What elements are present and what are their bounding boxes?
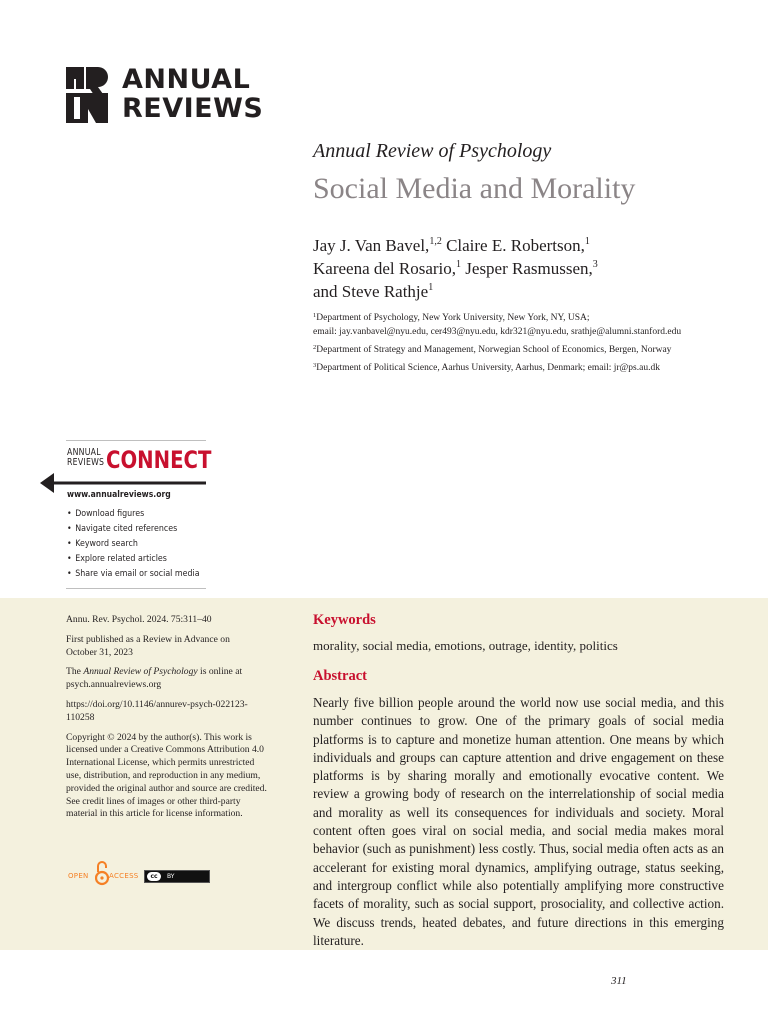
affiliation-1 — [313, 311, 681, 339]
affiliation-text: Department of Political Science, Aarhus University, Aarhus, Denmark; email: jr@ps.au.dk — [316, 363, 660, 373]
connect-feature-item: • Navigate cited references — [67, 522, 200, 537]
author-list — [313, 234, 598, 303]
online-text: The — [66, 666, 84, 678]
copyright-line: Copyright © 2024 by the author(s). This work is — [66, 731, 252, 743]
first-published-line: First published as a Review in Advance on — [66, 633, 230, 645]
online-text: is online at — [197, 666, 243, 678]
affiliation-sup: 1 — [313, 312, 317, 319]
annual-reviews-logo — [66, 64, 266, 124]
author-sup: 1 — [428, 282, 434, 293]
affiliation-sup: 2 — [313, 344, 317, 351]
affiliation-text: Department of Psychology, New York University, New York, NY, USA; — [316, 313, 590, 323]
online-url-link[interactable]: psych.annualreviews.org — [66, 679, 162, 691]
license-badges — [68, 858, 218, 888]
connect-url-link[interactable]: www.annualreviews.org — [67, 490, 171, 500]
keywords-heading: Keywords — [313, 612, 376, 628]
connect-feature-item: • Keyword search — [67, 537, 200, 552]
cc-by-license-badge[interactable] — [144, 870, 210, 883]
author-name: Kareena del Rosario, — [313, 259, 457, 278]
divider — [66, 440, 206, 441]
ar-monogram-icon — [66, 67, 108, 123]
citation: Annu. Rev. Psychol. 2024. 75:311–40 — [66, 614, 212, 625]
connect-feature-item: • Download figures — [67, 507, 200, 522]
online-journal: Annual Review of Psychology — [83, 666, 198, 678]
affiliation-email: email: jay.vanbavel@nyu.edu, cer493@nyu.edu, kdr321@nyu.edu, srathje@alumni.stanford.edu — [313, 327, 682, 337]
first-published — [66, 634, 298, 660]
abstract-heading: Abstract — [313, 668, 367, 684]
affiliation-3 — [313, 361, 681, 375]
author-line — [313, 234, 598, 257]
article-metadata — [66, 614, 298, 828]
logo-line1: ANNUAL — [122, 64, 251, 95]
open-access-label: ACCESS — [109, 872, 139, 880]
author-name: and Steve Rathje — [313, 282, 429, 301]
divider — [66, 588, 206, 589]
online-note — [66, 666, 298, 692]
journal-name: Annual Review of Psychology — [313, 140, 552, 162]
page-number: 311 — [611, 975, 627, 987]
copyright-line: material in this article for license information. — [66, 808, 243, 820]
author-line — [313, 280, 598, 303]
author-line — [313, 257, 598, 280]
connect-small-line1: ANNUAL — [67, 447, 101, 458]
author-sup: 1 — [456, 259, 462, 270]
affiliation-text: Department of Strategy and Management, Norwegian School of Economics, Bergen, Norway — [316, 345, 672, 355]
connect-feature-list — [67, 507, 218, 582]
affiliation-sup: 3 — [313, 362, 317, 369]
keywords-list: morality, social media, emotions, outrage, identity, politics — [313, 638, 618, 653]
affiliations — [313, 311, 681, 375]
connect-feature-item: • Explore related articles — [67, 552, 200, 567]
author-name: Claire E. Robertson, — [441, 236, 585, 255]
connect-small-logo — [67, 448, 104, 468]
open-access-label: OPEN — [68, 872, 89, 880]
copyright-line: provided the original author and source are credited. — [66, 782, 267, 794]
doi-text: https://doi.org/10.1146/annurev-psych-022123- — [66, 698, 248, 710]
copyright — [66, 732, 298, 822]
by-label: BY — [167, 873, 175, 880]
doi-text: 110258 — [66, 711, 95, 723]
first-published-date: October 31, 2023 — [66, 646, 133, 658]
author-sup: 1,2 — [429, 236, 442, 247]
cc-icon: cc — [147, 872, 161, 881]
author-sup: 1 — [584, 236, 590, 247]
affiliation-2 — [313, 343, 681, 357]
connect-box — [40, 440, 212, 590]
author-sup: 3 — [592, 259, 598, 270]
copyright-line: International License, which permits unrestricted — [66, 757, 255, 769]
doi-link[interactable] — [66, 699, 298, 725]
logo-line2: REVIEWS — [122, 93, 264, 124]
copyright-line: licensed under a Creative Commons Attribution 4.0 — [66, 744, 264, 756]
abstract-text: Nearly five billion people around the world now use social media, and this number continues to grow. One of the primary goals of social media platforms is to capture and monetize human attention. One means by which individuals and groups can capture attention and drive engagement on these platforms is by sharing morally and emotionally evocative content. We review a growing body of research on the interrelationship of social media and morality as well its consequences for individuals and society. Moral content often goes viral on social media, and social media makes moral behavior (such as punishment) less costly. Thus, social media often acts as an accelerant for existing moral dynamics, amplifying outrage, status seeking, and intergroup conflict while also potentially amplifying more constructive facets of morality, such as social support, prosociality, and collective action. We discuss trends, heated debates, and future directions in this emerging literature. — [313, 695, 724, 948]
article-title: Social Media and Morality — [313, 172, 636, 205]
connect-heading: CONNECT — [106, 446, 212, 474]
logo-wordmark — [122, 65, 263, 123]
author-name: Jay J. Van Bavel, — [313, 236, 430, 255]
author-name: Jesper Rasmussen, — [461, 259, 593, 278]
connect-small-line2: REVIEWS — [67, 457, 105, 468]
copyright-line: See credit lines of images or other third-party — [66, 795, 241, 807]
connect-feature-item: • Share via email or social media — [67, 567, 200, 582]
open-access-lock-icon — [95, 860, 109, 886]
copyright-line: use, distribution, and reproduction in any medium, — [66, 769, 261, 781]
